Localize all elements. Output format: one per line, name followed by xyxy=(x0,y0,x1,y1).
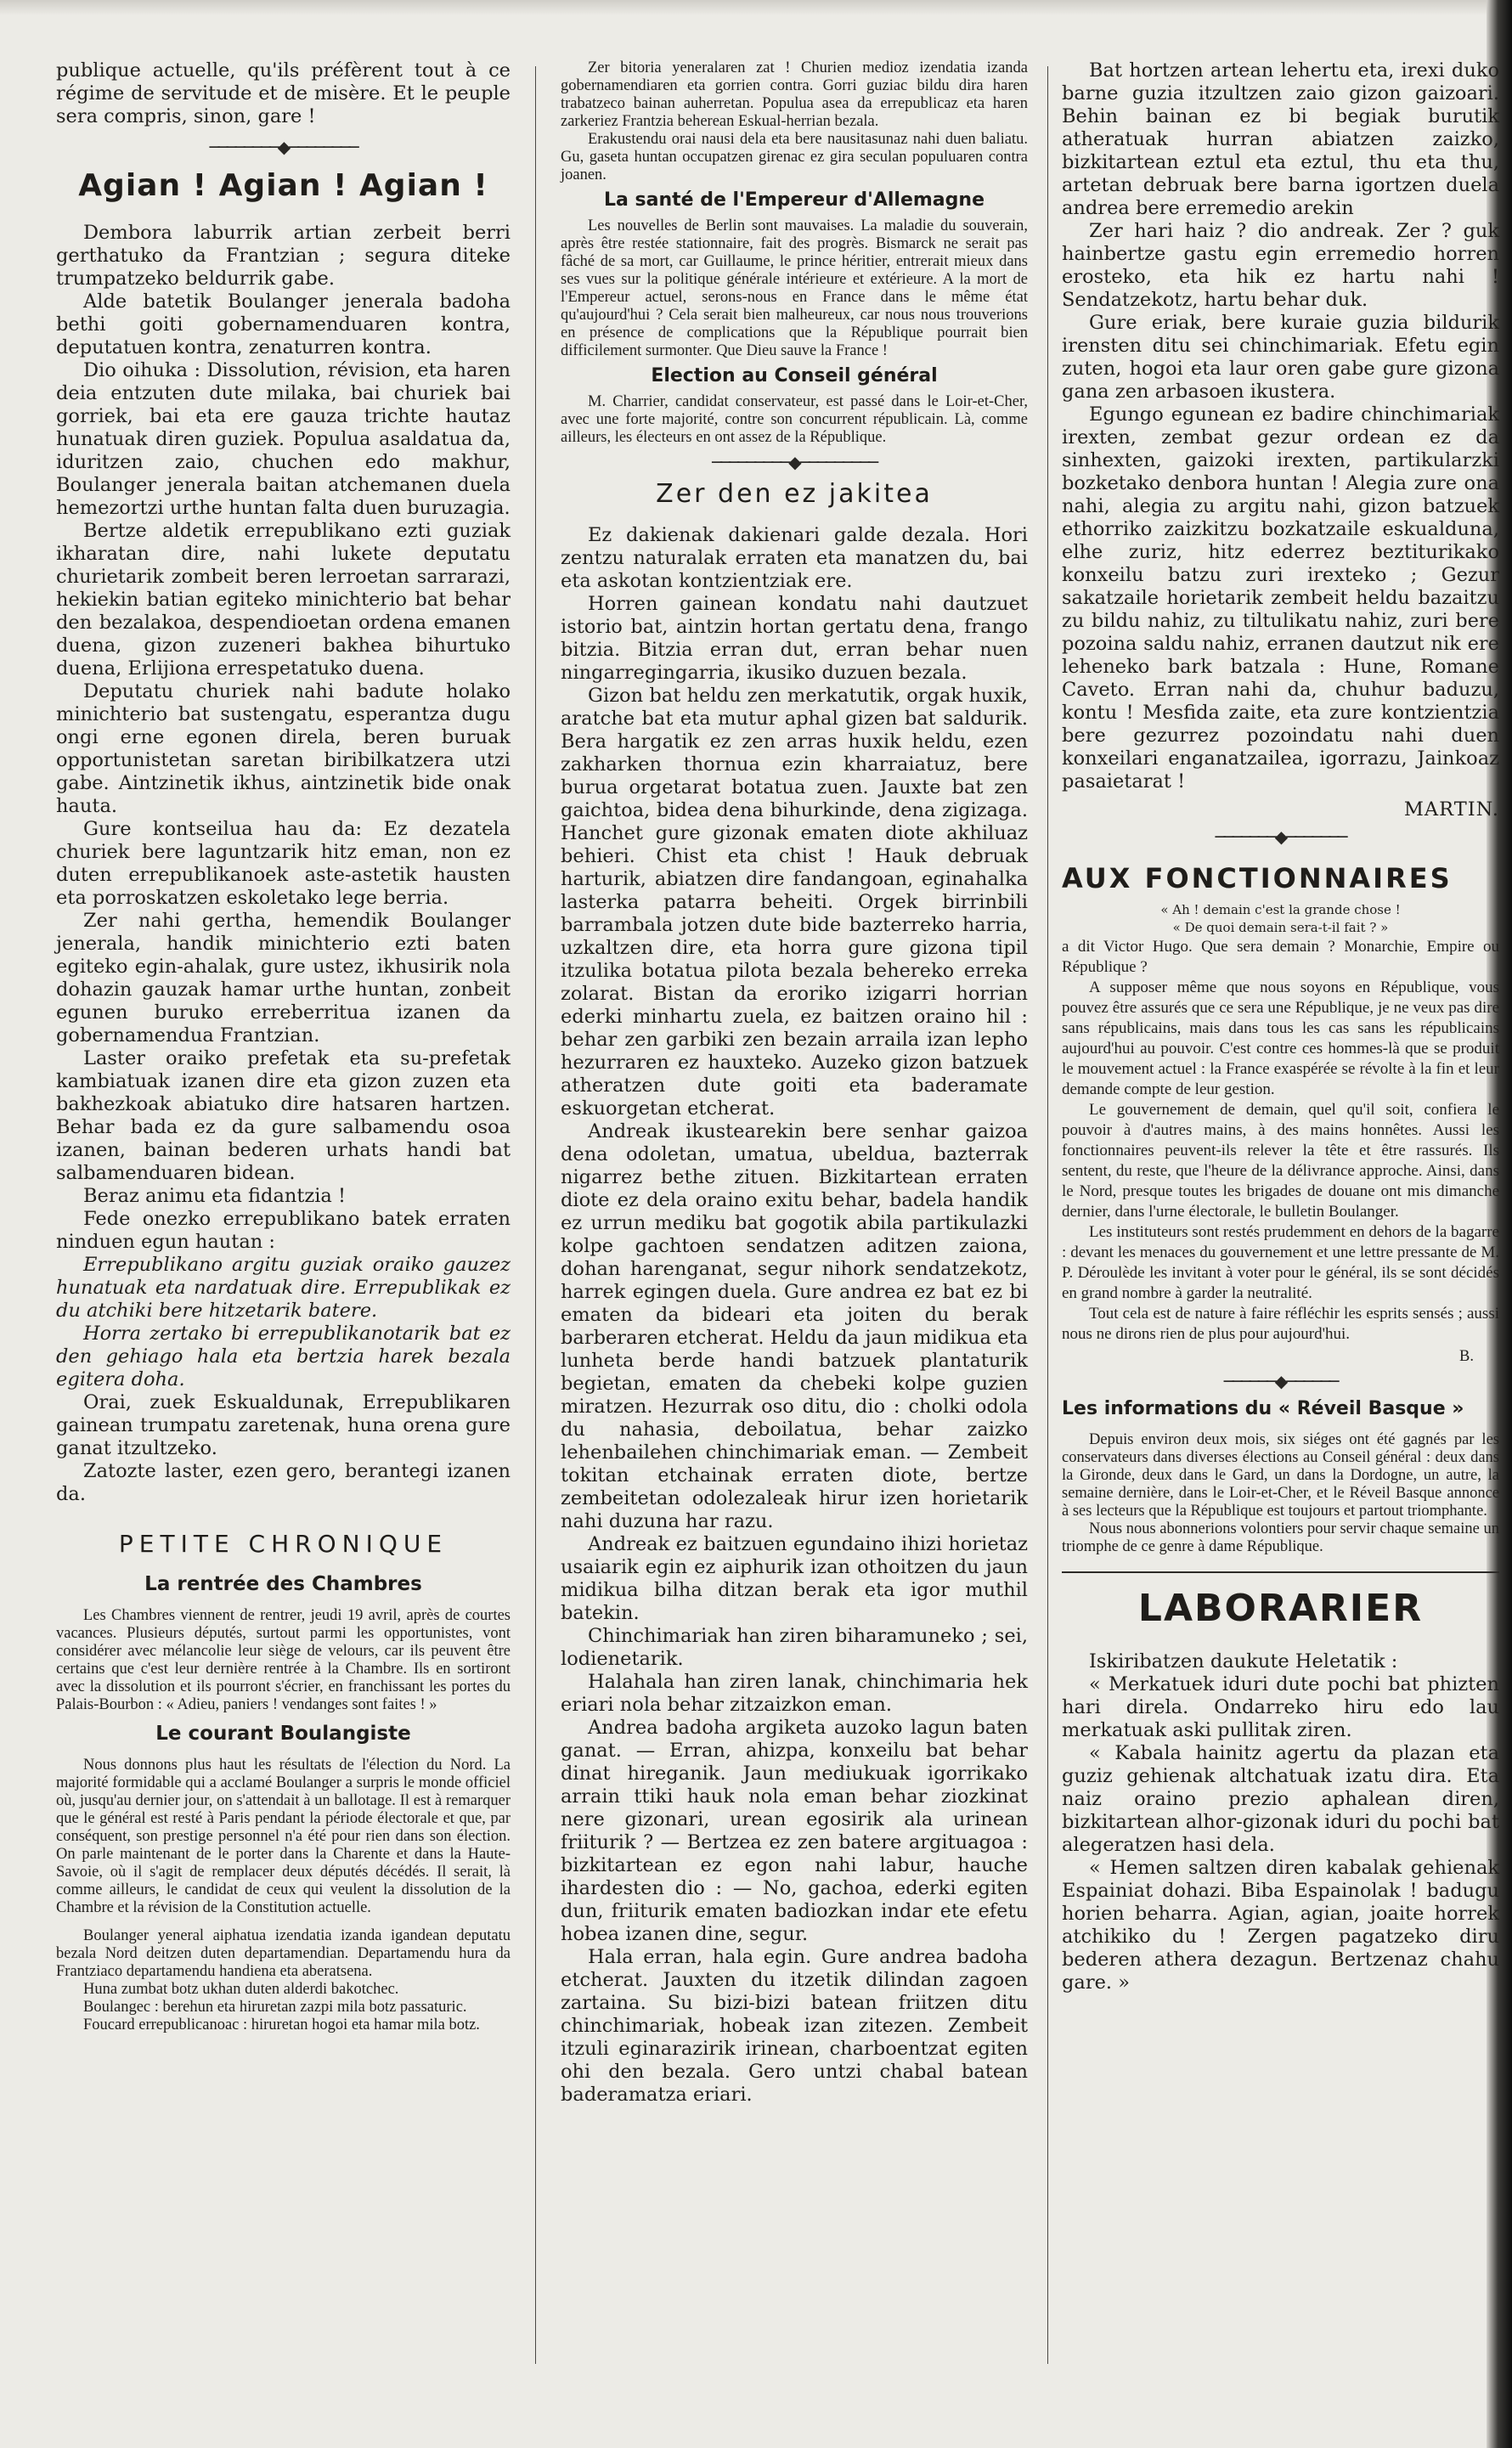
paragraph: « Kabala hainitz agertu da plazan eta guziz gehienak altchatuak izatu dira. Eta naiz oraino prezio aphalean diren, bizkitartean alhor-gizonak iduri du pochi bat alegeratzen hasi dela. xyxy=(1062,1742,1499,1856)
separator: ──────◆────── xyxy=(1223,1371,1338,1391)
chronique-heading: PETITE CHRONIQUE xyxy=(118,1530,449,1558)
paragraph: Andreak ikustearekin bere senhar gaizoa dena odoletan, umatua, ubeldua, bazterrak nigarrez bethe zituen. Bizkitartean erraten diote ez dela oraino exitu behar, badela handik ez urrun mediku bat gogotik abila partikulazki kolpe gachtoen sendatzen aditzen zaiona, dohan harenganat, segur nihork sendatzekotz, harrek egingen duela. Gure andrea ez bat ez bi ematen da bideari eta joiten du berak barberaren etcherat. Heldu da jaun midikua eta lunheta berde handi batzuek plantaturik begietan, ematen da chebeki kolpe guzien miratzen. Hezurrak oso ditu, dio : cholki odola du nahasia, deboilatua, behar zaizko lehenbailehen chinchimariak eman. — Zembeit tokitan etchainak erraten diote, bertze zembeitetan odolezaleak hirur izen horietarik nahi duzuna har razu. xyxy=(561,1120,1028,1532)
paragraph: Orai, zuek Eskualdunak, Errepublikaren gainean trumpatu zaretenak, huna orena gure ganat itzultzeko. xyxy=(56,1391,511,1459)
signature-martin: MARTIN. xyxy=(1403,798,1499,821)
paragraph: Gure eriak, bere kuraie guzia bildurik irensten ditu sei chinchimariak. Efetu egin zuten, hogoi eta laur oren gabe gure gizona gana zen arbasoen ikustera. xyxy=(1062,312,1499,403)
paragraph: Zer bitoria yeneralaren zat ! Churien medioz izendatia izanda gobernamendiaren eta gorrien contra. Gorri guziac bildu dira haren trabatzeco bainan auherretan. Populua asea da errepublicaz eta haren zarkeriez Frantzia beherean Eskual-herrian bezala. xyxy=(561,59,1028,130)
separator: ───────◆─────── xyxy=(1215,826,1346,847)
paragraph: Gizon bat heldu zen merkatutik, orgak huxik, aratche bat eta mutur aphal gizen bat saldurik. Bera hargatik ez zen arras huxik heldu, ezen zakharken thornua ezin kharraiatuz, bere burua orgetarat botatua zuen. Jauxte bat zen gaichtoa, bidea dena bihurkinde, dena zigizaga. Hanchet gure gizonak ematen diote akhiluaz behieri. Chist eta chist ! Hauk debruak harturik, abiatzen dire fandangoan, eginahalka lasterka patarra beheiti. Orgek birrinbili barrambala jotzen dute bide bazterreko harria, uzkaltzen dire, eta horra gure gizona tipil itzulika botatua pilota bezala behereko erreka zolarat. Bistan da eroriko izigarri horrian ederki minhartu zuela, ez baitzen oraino hil : behar zen garbiki zen bezain arraila izan lepho hezurraren ez hauxteko. Auzeko gizon batzuek atheratzen dute goiti eta baderamate eskuorgetan etcherat. xyxy=(561,685,1028,1120)
paragraph: Dembora laburrik artian zerbeit berri gerthatuko da Frantzian ; segura diteke trumpatzeko beldurrik gabe. xyxy=(56,222,511,290)
column-left xyxy=(56,59,511,2034)
courant-text: Nous donnons plus haut les résultats de l'élection du Nord. La majorité formidable qui a acclamé Boulanger a surpris le monde officiel où, jusqu'au dernier jour, on s'attendait à un ballotage. Il est à remarquer que le général est resté à Paris pendant la période électorale et que, par conséquent, son prestige personnel n'a été pour rien dans son élection. On parle maintenant de le porter dans la Charente et dans la Haute-Savoie, où il s'agit de remplacer deux députés décédés. Il serait, là comme ailleurs, le candidat de ceux qui veulent la dissolution de la Chambre et la révision de la Constitution actuelle. xyxy=(56,1757,511,1916)
separator: ─────────◆───────── xyxy=(711,452,877,472)
sante-text: Les nouvelles de Berlin sont mauvaises. La maladie du souverain, après être restée stationnaire, fait des progrès. Bismarck ne serait pas fâché de sa mort, car Guillaume, le prince héritier, entrerait mieux dans ses vues sur la politique générale intérieure et extérieure. A la mort de l'Empereur actuel, serons-nous en France dans le même état qu'aujourd'hui ? Cela serait bien malheureux, car nous nous trouverions en présence de complications que la République pourrait bien difficilement surmonter. Que Dieu sauve la France ! xyxy=(561,217,1028,359)
paragraph: Halahala han ziren lanak, chinchimaria hek eriari nola behar zitzaizkon eman. xyxy=(561,1671,1028,1716)
intro-text: publique actuelle, qu'ils préfèrent tout à ce régime de servitude et de misère. Et le peuple sera compris, sinon, gare ! xyxy=(56,59,511,127)
paragraph: Le gouvernement de demain, quel qu'il soit, confiera le pouvoir à d'autres mains, à des mains honnêtes. Aussi les fonctionnaires peuvent-ils relever la tête et être rassurés. Ils sentent, du reste, que l'heure de la délivrance approche. Ainsi, dans le Nord, presque toutes les brigades de douane ont mis dimanche dernier, dans l'urne électorale, le bulletin Boulanger. xyxy=(1062,1101,1499,1221)
paragraph: Andrea badoha argiketa auzoko lagun baten ganat. — Erran, ahizpa, konxeilu bat behar dinat hireganik. Jaun mediukuak igorrikako arrain ttiki hauk nola eman behar ziozkinat nere gizonari, urean egosirik ala urinean friiturik ? — Bertzea ez zen batere argituagoa : bizkitartean ez egon nahi labur, hauche ihardesten dio : — No, gachoa, ederki egiten dun, friiturik ematen badiozkan indar ete efetu hobea izanen dine, segur. xyxy=(561,1717,1028,1945)
paragraph: Boulanger yeneral aiphatua izendatia izanda igandean deputatu bezala Nord deitzen duten departamendian. Departamendu hura da Frantziaco departamendu handiena eta aberatsena. xyxy=(56,1927,511,1980)
paragraph: Zer nahi gertha, hemendik Boulanger jenerala, handik minichterio ezti baten egiteko egin-ahalak, gure ustez, ikhusirik nola dohazin gauzak hamar urthe huntan, zonbeit egunen buruko erreberritua izanen da gobernamendua Frantzian. xyxy=(56,910,511,1046)
quote-line: « De quoi demain sera-t-il fait ? » xyxy=(1172,920,1389,935)
agian-heading: Agian ! Agian ! Agian ! xyxy=(78,168,488,203)
paragraph: Les instituteurs sont restés prudemment en dehors de la bagarre : devant les menaces du gouvernement et une lettre pressante de M. P. Déroulède les invitant à voter pour le général, ils se sont décidés en grand nombre à garder la neutralité. xyxy=(1062,1223,1499,1302)
quote-line: « Ah ! demain c'est la grande chose ! xyxy=(1160,902,1401,917)
paragraph: Alde batetik Boulanger jenerala badoha bethi goiti gobernamenduaren kontra, deputatuen kontra, zenaturren kontra. xyxy=(56,290,511,358)
paragraph: « Hemen saltzen diren kabalak gehienak Espainiat dohazi. Biba Espainolak ! badugu horien beharra. Agian, agian, joaite horrek atchikiko du ! Zergen pagatzeko diru bederen athera dezagun. Bertzenaz chahu gare. » xyxy=(1062,1857,1499,1994)
paragraph: Dio oihuka : Dissolution, révision, eta haren deia entzuten dute milaka, bai churiek bai gorriek, bai eta ere gauza trichte hautaz hunatuak diren guziek. Populua asaldatua da, iduritzen zaio, chuchen edo makhur, Boulanger jenerala baitan atchemanen duela hemezortzi urthe huntan falta duen buruzagia. xyxy=(56,359,511,519)
column-middle xyxy=(561,59,1028,2107)
quote-paragraph: Horra zertako bi errepublikanotarik bat ez den gehiago hala eta bertzia harek bezala egitera doha. xyxy=(56,1323,511,1390)
election-heading: Election au Conseil général xyxy=(651,365,938,386)
zer-heading: Zer den ez jakitea xyxy=(656,479,933,509)
paragraph: Beraz animu eta fidantzia ! xyxy=(83,1185,347,1207)
sante-heading: La santé de l'Empereur d'Allemagne xyxy=(603,189,984,211)
agian-article xyxy=(56,222,511,1506)
paragraph: Tout cela est de nature à faire réfléchir les esprits sensés ; aussi nous ne dirons rien de plus pour aujourd'hui. xyxy=(1062,1305,1499,1343)
paragraph: Bertze aldetik errepublikano ezti guziak ikharatan dire, nahi lukete deputatu churietarik zombeit beren lerroetan sarrarazi, hekiekin batian egiteko minichterio bat behar den bezalakoa, despendioetan ordena emanen duena, gizon zuzeneri bakhea bihurtuko duena, Erlijiona errespetatuko duena. xyxy=(56,520,511,680)
paragraph: Deputatu churiek nahi badute holako minichterio bat sustengatu, esperantza dugu ongi erne egonen direla, beren buruak opportunistetan saretan biribilkatzera utzi gabe. Aintzinetik ikhus, aintzinetik bide onak hauta. xyxy=(56,680,511,817)
election-text: M. Charrier, candidat conservateur, est passé dans le Loir-et-Cher, avec une forte majorité, contre son concurrent républicain. Là, comme ailleurs, les électeurs en ont assez de la République. xyxy=(561,393,1028,446)
paragraph: Nous nous abonnerions volontiers pour servir chaque semaine un triomphe de ce genre à dame République. xyxy=(1062,1520,1499,1555)
paragraph: Chinchimariak han ziren biharamuneko ; sei, lodienetarik. xyxy=(561,1625,1028,1670)
paragraph: Depuis environ deux mois, six siéges ont été gagnés par les conservateurs dans diverses élections au Conseil général : deux dans la Gironde, deux dans le Gard, un dans la Dordogne, un autre, la semaine dernière, dans le Loir-et-Cher, et le Réveil Basque annonce à ses lecteurs que la République est toujours et partout triomphante. xyxy=(1062,1431,1499,1520)
quote-paragraph: Errepublikano argitu guziak oraiko gauzez hunatuak eta nardatuak dire. Errepublikak ez du atchiki bere hitzetarik batere. xyxy=(56,1254,511,1322)
rentree-heading: La rentrée des Chambres xyxy=(144,1573,422,1595)
signature-b: B. xyxy=(1459,1348,1474,1365)
laborarier-heading: LABORARIER xyxy=(1137,1587,1424,1630)
paragraph: Iskiribatzen daukute Heletatik : xyxy=(1089,1650,1398,1672)
rentree-text: Les Chambres viennent de rentrer, jeudi 19 avril, après de courtes vacances. Plusieurs députés, surtout parmi les opportunistes, vont considérer avec mélancolie leur siège de velours, car ils peuvent être certains que c'est leur dernière rentrée à la Chambre. Ils en sortiront avec la dissolution et ils pourront s'écrier, en franchissant les portes du Palais-Bourbon : « Adieu, paniers ! vendanges sont faites ! » xyxy=(56,1607,511,1713)
aux-heading: AUX FONCTIONNAIRES xyxy=(1062,862,1453,894)
paragraph: Egungo egunean ez badire chinchimariak irexten, zembat gezur ordean ez da sinhexten, gaizoki irexten, partikularzki bozketako denbora huntan ! Alegia zure ona nahi, alegia zu argitu nahi, gizon batzuek ethorriko zaizkitzu bozkatzaile eskualduna, elhe zuriz, hitz ederrez beztiturikako konxeilu batzu zuri irexteko ; Gezur sakatzaile horietarik zembeit heldu bazaitzu zu bildu nahiz, zu tiltulikatu nahiz, zuri bere pozoina saldu nahiz, erranen dautzut nik ere leheneko bark batzala : Hune, Romane Caveto. Erran nahi da, chuhur baduzu, kontu ! Mesfida zaite, eta zure kontzientzia bere gezurrez pozoindatu nahi duen konxeilari enganatzailea, igorrazu, Jainkoaz pasaietarat ! xyxy=(1062,403,1499,792)
paragraph: Fede onezko errepublikano batek erraten ninduen egun hautan : xyxy=(56,1208,511,1253)
paragraph: A supposer même que nous soyons en République, vous pouvez être assurés que ce sera une République, je ne veux pas dire sans républicains, mais dans tous les cas sans les républicains aujourd'hui au pouvoir. C'est contre ces hommes-là que se produit le mouvement actuel : la France exaspérée se révolte à la fin et leur demande compte de leur gestion. xyxy=(1062,979,1499,1098)
courant-heading: Le courant Boulangiste xyxy=(155,1723,411,1745)
section-rule xyxy=(1062,1571,1499,1573)
paragraph: Foucard errepublicanoac : hiruretan hogoi eta hamar mila botz. xyxy=(83,2016,480,2033)
paragraph: « Merkatuek iduri dute pochi bat phizten hari direla. Ondarreko hiru edo lau merkatuak aski pullitak ziren. xyxy=(1062,1673,1499,1741)
column-rule xyxy=(1047,66,1048,2364)
paragraph: Horren gainean kondatu nahi dautzuet istorio bat, aintzin hortan gertatu dena, frango bitzia. Bitzia erran dut, erran behar nuen ningarregingarria, ikusiko duzuen bezala. xyxy=(561,593,1028,684)
paragraph: Zatozte laster, ezen gero, berantegi izanen da. xyxy=(56,1460,511,1505)
separator: ────────◆──────── xyxy=(209,137,358,157)
column-rule xyxy=(535,66,536,2364)
paragraph: Andreak ez baitzuen egundaino ihizi horietaz usaiarik egin ez aiphurik izan othoitzen du jaun midikua bilha ditzan berak eta igor muthil batekin. xyxy=(561,1533,1028,1624)
paragraph: Erakustendu orai nausi dela eta bere nausitasunaz nahi duen baliatu. Gu, gaseta huntan occupatzen girenac ez gira seculan populuaren contra joanen. xyxy=(561,131,1028,183)
paragraph: Boulangec : berehun eta hiruretan zazpi mila botz passaturic. xyxy=(83,1999,467,2016)
paragraph: a dit Victor Hugo. Que sera demain ? Monarchie, Empire ou République ? xyxy=(1062,938,1499,976)
paragraph: Hala erran, hala egin. Gure andrea badoha etcherat. Jauxten du itzetik dilindan zagoen zartaina. Su bizi-bizi batean friitzen ditu chinchimariak, hobeak izan zitezen. Zembeit itzuli eginarazirik irinean, charboentzat egiten ohi den bezala. Gero untzi chabal batean baderamatza eriari. xyxy=(561,1946,1028,2106)
paragraph: Bat hortzen artean lehertu eta, irexi duko barne guzia itzultzen zaio gizon gaizoari. Behin bainan ez bi begiak burutik atheratuak hurran abiatzen zaizko, bizkitartean eztul eta eztul, thu eta thu, artetan debruak bere barna igortzen duela andrea bere erremedio arekin xyxy=(1062,59,1499,219)
column-right xyxy=(1062,59,1499,1994)
paragraph: Zer hari haiz ? dio andreak. Zer ? guk hainbertze gastu egin erremedio horren erosteko, eta hik ez hartu nahi ! Sendatzekotz, hartu behar duk. xyxy=(1062,220,1499,311)
paragraph: Gure kontseilua hau da: Ez dezatela churiek bere laguntzarik hitz eman, non ez duten errepublikanoek aste-astetik hausten eta porroskatzen eskoletako lege berria. xyxy=(56,818,511,909)
paragraph: Ez dakienak dakienari galde dezala. Hori zentzu naturalak erraten eta manatzen du, bai eta askotan kontzientziak ere. xyxy=(561,524,1028,592)
paragraph: Laster oraiko prefetak eta su-prefetak kambiatuak izanen dire eta gizon zuzen eta bakhezkoak abiatuko dire hatsaren hartzen. Behar bada ez da gure salbamendu osoa izanen, bainan bederen urhats handi bat salbamenduaren bidean. xyxy=(56,1047,511,1184)
scan-top-edge xyxy=(0,0,1512,15)
paragraph: Huna zumbat botz ukhan duten alderdi bakotchec. xyxy=(83,1981,399,1998)
zer-article xyxy=(561,524,1028,2107)
reveil-heading: Les informations du « Réveil Basque » xyxy=(1062,1398,1464,1419)
